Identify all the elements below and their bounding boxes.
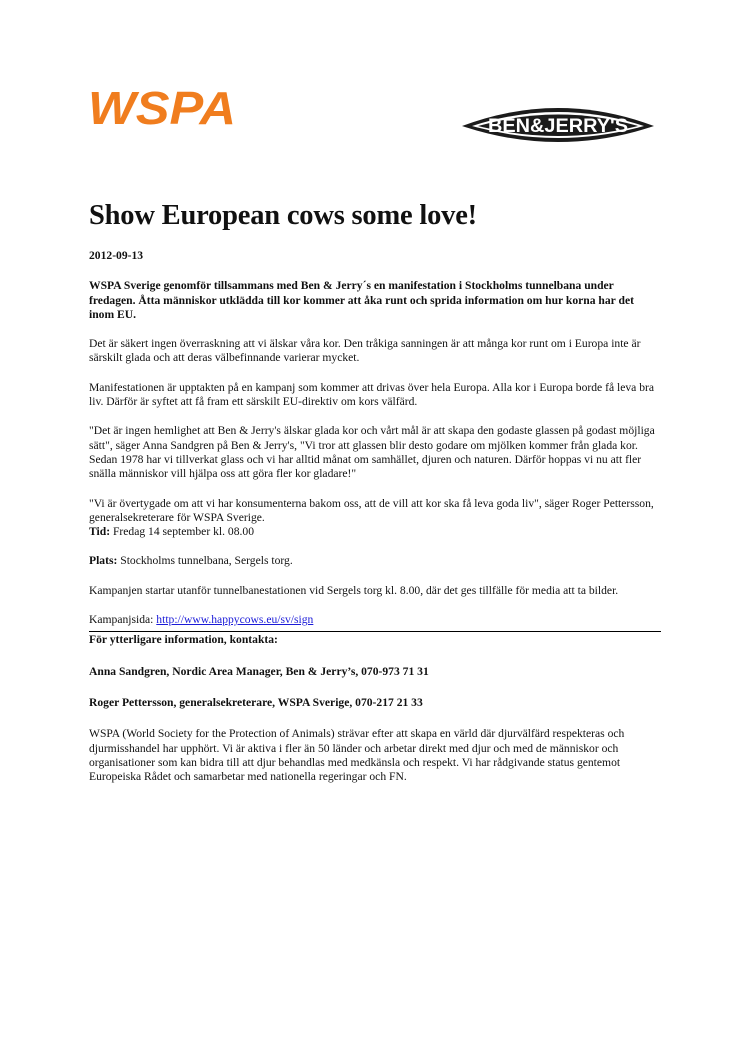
campaign-label: Kampanjsida:	[89, 613, 157, 627]
wspa-logo-text: WSPA	[88, 86, 236, 130]
contact-roger: Roger Pettersson, generalsekreterare, WSPA Sverige, 070-217 21 33	[89, 695, 423, 709]
about-wspa: WSPA (World Society for the Protection of Animals) strävar efter att skapa en värld där djurvälfärd respekteras och djurmisshandel har upphört. Vi är aktiva i fler än 50 länder och arbetar direkt med djur och med de människor och organisationer som kan bidra till att djur behandlas med medkänsla och respekt. Vi har rådgivande status gentemot Europeiska Rådet och samarbetar med nationella regeringar och FN.	[89, 727, 625, 784]
time-label: Tid:	[89, 525, 111, 539]
wspa-logo	[88, 86, 238, 130]
paragraph-2: Manifestationen är upptakten på en kampanj som kommer att drivas över hela Europa. Alla kor i Europa borde få leva bra liv. Därför är syftet att få fram ett särskilt EU-direktiv om kors välfärd.	[89, 380, 655, 409]
time-value: Fredag 14 september kl. 08.00	[110, 525, 254, 539]
place-value: Stockholms tunnelbana, Sergels torg.	[117, 554, 293, 568]
contact-heading: För ytterligare information, kontakta:	[89, 633, 278, 647]
paragraph-3: "Det är ingen hemlighet att Ben & Jerry's älskar glada kor och vårt mål är att skapa den godaste glassen på godast möjliga sätt", säger Anna Sandgren på Ben & Jerry's, "Vi tror att glassen blir desto godare om mjölken kommer från glada kor. Sedan 1978 har vi tillverkat glass och vi har alltid månat om samhället, djuren och naturen. Därför hoppas vi nu att fler snälla människor vill hjälpa oss att göra fler kor gladare!"	[89, 424, 655, 481]
release-date: 2012-09-13	[89, 249, 144, 262]
paragraph-5: Kampanjen startar utanför tunnelbanestationen vid Sergels torg kl. 8.00, där det ges tillfälle för media att ta bilder.	[89, 583, 619, 597]
ben-and-jerrys-logo	[458, 96, 658, 150]
place-label: Plats:	[89, 554, 118, 568]
time-line	[89, 525, 661, 539]
section-divider	[89, 631, 661, 647]
page-title: Show European cows some love!	[89, 200, 477, 231]
place-line	[89, 554, 661, 568]
paragraph-1: Det är säkert ingen överraskning att vi älskar våra kor. Den tråkiga sanningen är att många kor runt om i Europa inte är särskilt glada och att deras välbefinnande varierar mycket.	[89, 337, 641, 365]
campaign-line	[89, 613, 661, 627]
contact-anna: Anna Sandgren, Nordic Area Manager, Ben & Jerry’s, 070-973 71 31	[89, 664, 429, 678]
document-body	[89, 198, 661, 784]
campaign-link[interactable]: http://www.happycows.eu/sv/sign	[156, 613, 314, 627]
ben-and-jerrys-logo-text: BEN&JERRY'S	[488, 116, 628, 137]
paragraph-4: "Vi är övertygade om att vi har konsumenterna bakom oss, att de vill att kor ska få leva goda liv", säger Roger Pettersson, generalsekreterare för WSPA Sverige.	[89, 496, 654, 524]
lead-paragraph: WSPA Sverige genomför tillsammans med Ben & Jerry´s en manifestation i Stockholms tunnelbana under fredagen. Åtta människor utklädda till kor kommer att åka runt och sprida information om hur korna har det inom EU.	[89, 279, 634, 321]
